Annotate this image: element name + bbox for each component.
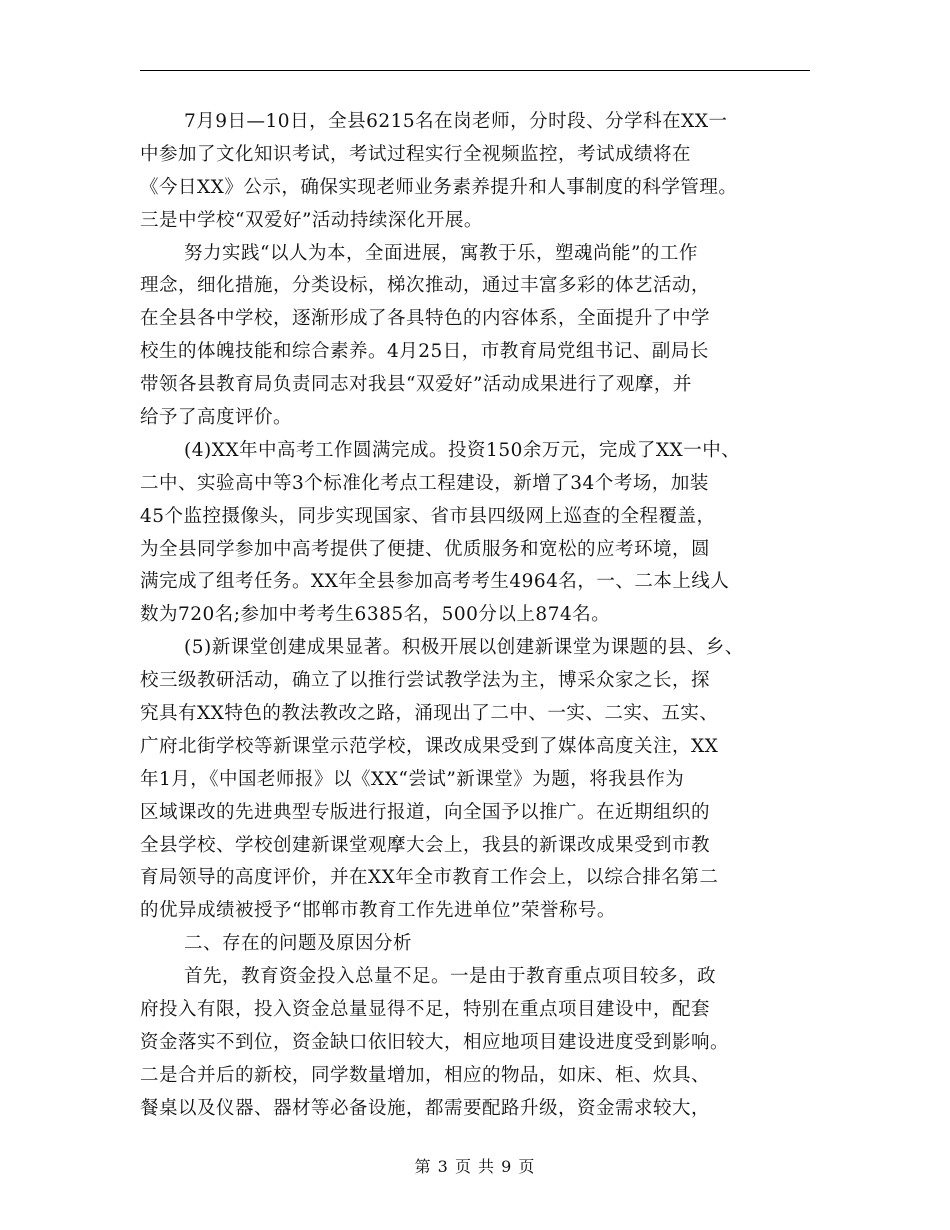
text-line: 究具有XX特色的教法教改之路，涌现出了二中、一实、二实、五实、 (140, 703, 719, 725)
text-line: 餐桌以及仪器、器材等必备设施，都需要配路升级，资金需求较大， (140, 1097, 711, 1119)
text-line: 带领各县教育局负责同志对我县“双爱好”活动成果进行了观摩，并 (140, 374, 692, 396)
text-line: 资金落实不到位，资金缺口依旧较大，相应地项目建设进度受到影响。 (140, 1031, 730, 1053)
text-line: 全县学校、学校创建新课堂观摩大会上，我县的新课改成果受到市教 (140, 834, 711, 856)
text-line: 理念，细化措施，分类设标，梯次推动，通过丰富多彩的体艺活动， (140, 275, 711, 297)
text-line: 中参加了文化知识考试，考试过程实行全视频监控，考试成绩将在 (140, 143, 692, 165)
page-number: 第 3 页 共 9 页 (414, 1157, 536, 1176)
text-line: 满完成了组考任务。XX年全县参加高考考生4964名，一、二本上线人 (140, 571, 730, 593)
text-line: 45个监控摄像头，同步实现国家、省市县四级网上巡查的全程覆盖， (140, 505, 716, 527)
text-line: 给予了高度评价。 (140, 407, 293, 429)
text-line: 的优异成绩被授予“邯郸市教育工作先进单位”荣誉称号。 (140, 900, 616, 922)
header-rule (140, 70, 810, 71)
text-line: 校三级教研活动，确立了以推行尝试教学法为主，博采众家之长，探 (140, 670, 711, 692)
text-line: 7月9日—10日，全县6215名在岗老师，分时段、分学科在XX一 (184, 111, 728, 132)
text-line: 育局领导的高度评价，并在XX年全市教育工作会上，以综合排名第二 (140, 867, 719, 889)
text-line: 区域课改的先进典型专版进行报道，向全国予以推广。在近期组织的 (140, 801, 711, 823)
text-line: 三是中学校“双爱好”活动持续深化开展。 (140, 209, 483, 231)
text-line: 数为720名;参加中考考生6385名，500分以上874名。 (140, 604, 611, 626)
text-line: 《今日XX》公示，确保实现老师业务素养提升和人事制度的科学管理。 (140, 176, 738, 198)
text-line: 努力实践“以人为本，全面进展，寓教于乐，塑魂尚能”的工作 (184, 242, 698, 264)
text-line: 首先，教育资金投入总量不足。一是由于教育重点项目较多，政 (184, 966, 717, 988)
text-line: 府投入有限，投入资金总量显得不足，特别在重点项目建设中，配套 (140, 999, 711, 1021)
text-line: 年1月，《中国老师报》以《XX“尝试”新课堂》为题，将我县作为 (140, 768, 685, 790)
text-line: (4)XX年中高考工作圆满完成。投资150余万元，完成了XX一中、 (184, 439, 741, 461)
text-line: 为全县同学参加中高考提供了便捷、优质服务和宽松的应考环境，圆 (140, 538, 711, 560)
text-line: 广府北街学校等新课堂示范学校，课改成果受到了媒体高度关注，XX (140, 735, 719, 757)
text-line: 二中、实验高中等3个标准化考点工程建设，新增了34个考场，加装 (140, 472, 709, 494)
document-body (140, 106, 830, 1126)
text-line: (5)新课堂创建成果显著。积极开展以创建新课堂为课题的县、乡、 (184, 637, 744, 659)
text-line: 校生的体魄技能和综合素养。4月25日，市教育局党组书记、副局长 (140, 341, 709, 363)
text-line: 二是合并后的新校，同学数量增加，相应的物品，如床、柜、炊具、 (140, 1064, 711, 1086)
section-heading: 二、存在的问题及原因分析 (184, 933, 413, 955)
text-line: 在全县各中学校，逐渐形成了各具特色的内容体系，全面提升了中学 (140, 308, 711, 330)
